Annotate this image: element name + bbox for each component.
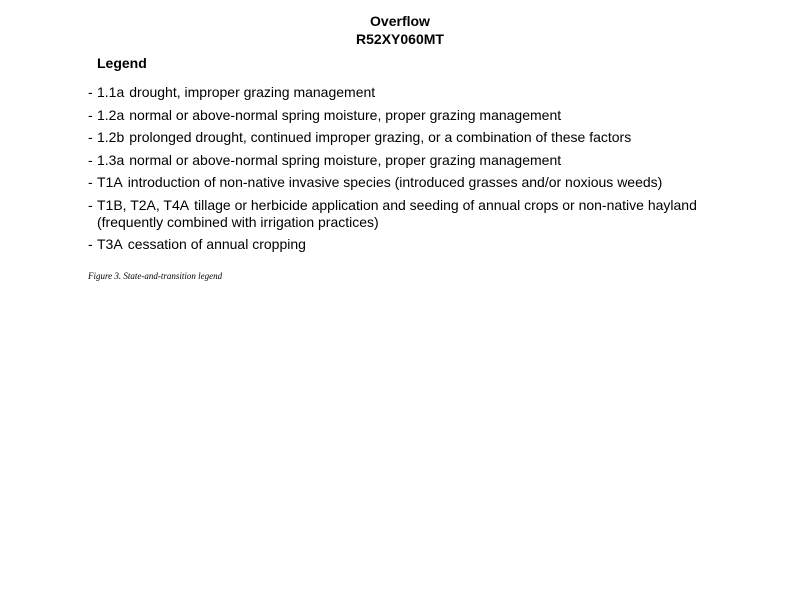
- legend-item: [88, 152, 728, 169]
- legend-item: [88, 197, 728, 231]
- legend-item: [88, 129, 728, 146]
- dash-bullet: -: [88, 196, 93, 213]
- legend-item-description: introduction of non-native invasive species (introduced grasses and/or noxious weeds): [127, 174, 663, 190]
- dash-bullet: -: [88, 151, 93, 168]
- legend-item-code: 1.2a: [97, 106, 125, 123]
- legend-item-description: cessation of annual cropping: [127, 236, 306, 252]
- legend-item-description: prolonged drought, continued improper grazing, or a combination of these factors: [129, 129, 632, 145]
- dash-bullet: -: [88, 84, 93, 100]
- dash-bullet: -: [88, 129, 93, 145]
- legend-item-description: tillage or herbicide application and seeding of annual crops or non-native hayland (frequently combined with irrigation practices): [97, 196, 697, 230]
- title-block: [0, 12, 800, 48]
- legend-item-code: T1B, T2A, T4A: [97, 196, 190, 213]
- legend-item-description: drought, improper grazing management: [129, 84, 376, 100]
- legend-item-code: 1.2b: [97, 129, 125, 145]
- site-id: R52XY060MT: [356, 31, 444, 47]
- legend-item: [88, 107, 728, 124]
- page-title: Overflow: [370, 13, 430, 29]
- legend-item: [88, 174, 728, 191]
- legend-item-description: normal or above-normal spring moisture, proper grazing management: [129, 106, 562, 123]
- legend-item-code: 1.3a: [97, 151, 125, 168]
- dash-bullet: -: [88, 174, 93, 190]
- figure-caption: Figure 3. State-and-transition legend: [88, 271, 223, 281]
- legend-item-code: 1.1a: [97, 84, 125, 100]
- dash-bullet: -: [88, 236, 93, 252]
- legend-list: [88, 84, 728, 259]
- dash-bullet: -: [88, 106, 93, 123]
- legend-item-code: T1A: [97, 174, 123, 190]
- legend-heading: Legend: [97, 55, 147, 71]
- legend-item: [88, 236, 728, 253]
- legend-item: [88, 84, 728, 101]
- legend-item-description: normal or above-normal spring moisture, proper grazing management: [129, 151, 562, 168]
- legend-item-code: T3A: [97, 236, 123, 252]
